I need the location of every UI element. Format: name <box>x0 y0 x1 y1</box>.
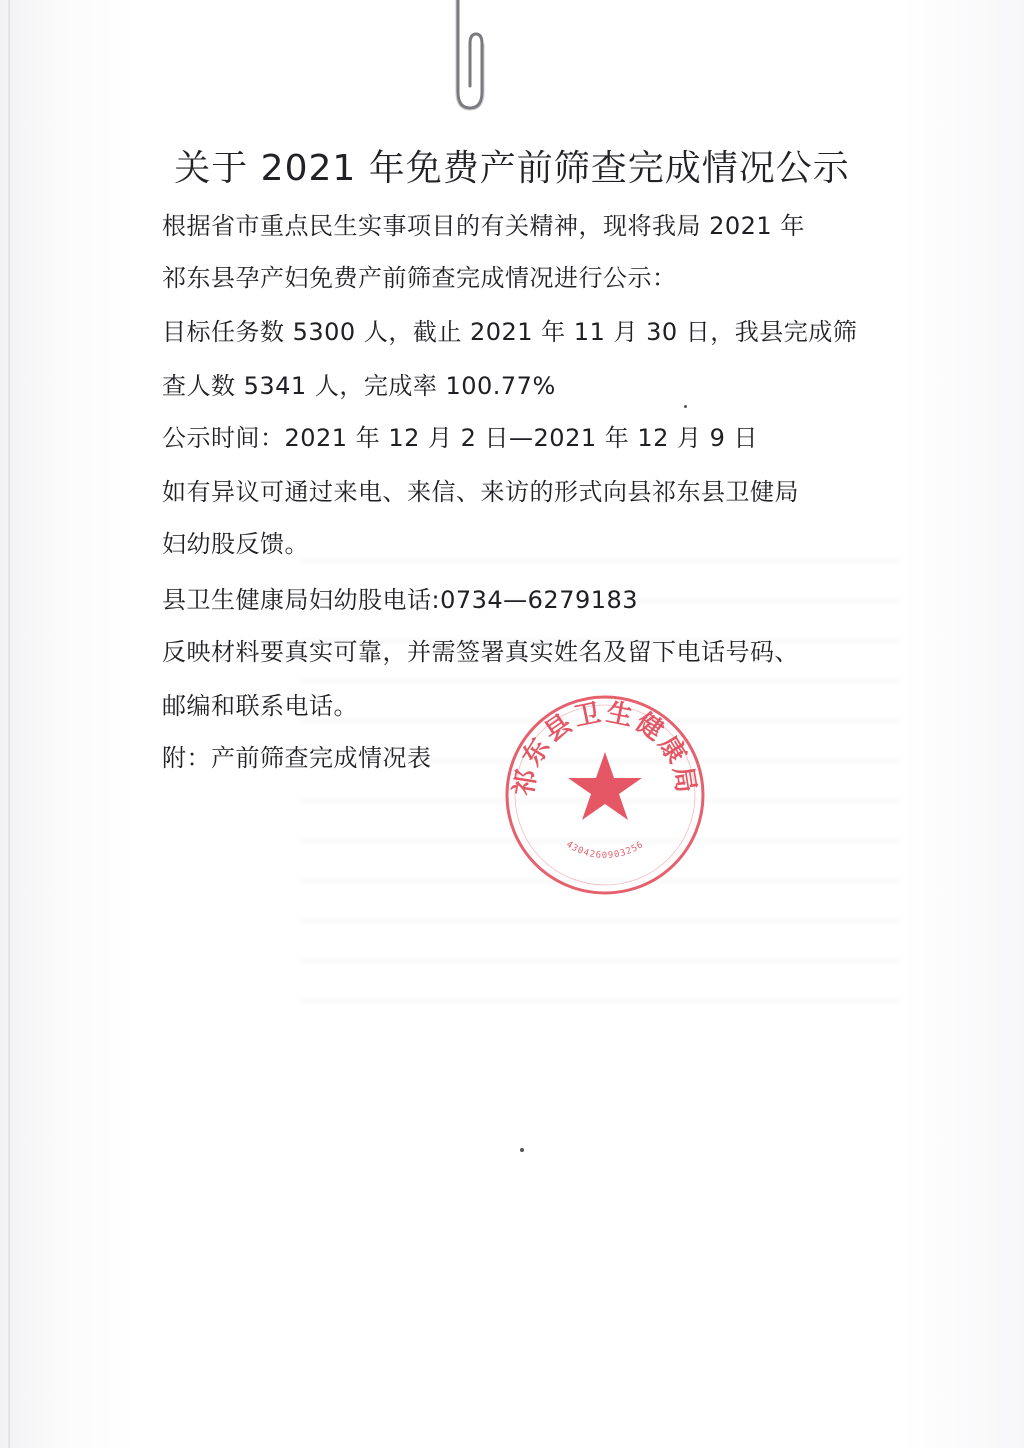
body-line-1: 根据省市重点民生实事项目的有关精神，现将我局 2021 年 <box>162 212 805 240</box>
body-line-9: 反映材料要真实可靠，并需签署真实姓名及留下电话号码、 <box>162 638 799 666</box>
scan-speck <box>684 405 687 408</box>
body-line-2: 祁东县孕产妇免费产前筛查完成情况进行公示： <box>162 264 677 292</box>
body-line-5: 公示时间：2021 年 12 月 2 日—2021 年 12 月 9 日 <box>162 424 759 452</box>
body-line-4: 查人数 5341 人，完成率 100.77% <box>162 372 556 400</box>
body-line-6: 如有异议可通过来电、来信、来访的形式向县祁东县卫健局 <box>162 478 799 506</box>
scan-speck <box>520 1148 524 1152</box>
document-title: 关于 2021 年免费产前筛查完成情况公示 <box>174 148 850 189</box>
official-seal <box>500 690 710 900</box>
body-line-3: 目标任务数 5300 人，截止 2021 年 11 月 30 日，我县完成筛 <box>162 318 858 346</box>
paper-edge <box>8 0 10 1448</box>
contact-phone-line: 县卫生健康局妇幼股电话:0734—6279183 <box>162 586 639 614</box>
seal-text: 祁东县卫生健康局 <box>508 697 702 798</box>
paperclip-icon <box>436 0 496 120</box>
attachment-line: 附：产前筛查完成情况表 <box>162 744 432 772</box>
seal-star-icon <box>568 752 642 820</box>
body-line-7: 妇幼股反馈。 <box>162 530 309 558</box>
seal-code: 4304260903256 <box>564 839 646 862</box>
body-line-10: 邮编和联系电话。 <box>162 692 358 720</box>
